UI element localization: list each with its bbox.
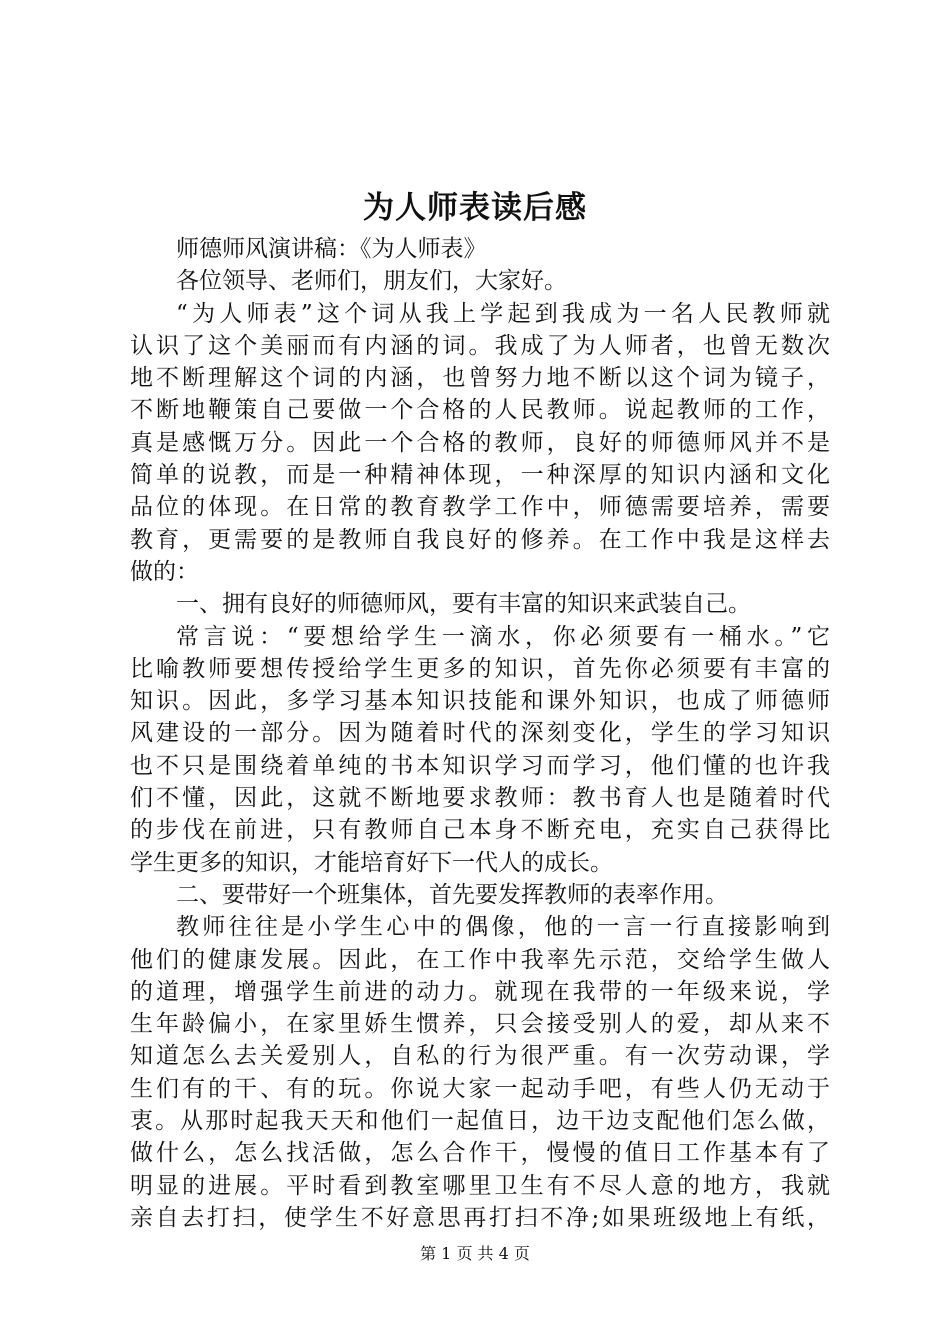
paragraph-line: 做什么，怎么找活做，怎么合作干，慢慢的值日工作基本有了	[130, 1140, 830, 1167]
paragraph-line: 生们有的干、有的玩。你说大家一起动手吧，有些人仍无动于	[130, 1075, 830, 1102]
paragraph-line: 品位的体现。在日常的教育教学工作中，师德需要培养，需要	[130, 494, 830, 521]
paragraph-line: 的步伐在前进，只有教师自己本身不断充电，充实自己获得比	[130, 817, 830, 844]
paragraph-line: 认识了这个美丽而有内涵的词。我成了为人师者，也曾无数次	[130, 332, 830, 359]
paragraph-line: 简单的说教，而是一种精神体现，一种深厚的知识内涵和文化	[130, 462, 830, 489]
paragraph-line: 亲自去打扫，使学生不好意思再打扫不净;如果班级地上有纸，	[130, 1204, 830, 1231]
paragraph-line: 不断地鞭策自己要做一个合格的人民教师。说起教师的工作，	[130, 397, 830, 424]
paragraph-line: 也不只是围绕着单纯的书本知识学习而学习，他们懂的也许我	[130, 752, 830, 779]
paragraph-line: 地不断理解这个词的内涵，也曾努力地不断以这个词为镜子，	[130, 365, 830, 392]
paragraph-line: 比喻教师要想传授给学生更多的知识，首先你必须要有丰富的	[130, 655, 830, 682]
page-number-footer: 第 1 页 共 4 页	[420, 1244, 530, 1263]
paragraph-line: 们不懂，因此，这就不断地要求教师：教书育人也是随着时代	[130, 785, 830, 812]
paragraph-line: 教育，更需要的是教师自我良好的修养。在工作中我是这样去	[130, 526, 830, 553]
paragraph-line: 他们的健康发展。因此，在工作中我率先示范，交给学生做人	[130, 946, 830, 973]
section-heading: 一、拥有良好的师德师风，要有丰富的知识来武装自己。	[176, 591, 751, 618]
paragraph-line: 真是感慨万分。因此一个合格的教师，良好的师德师风并不是	[130, 429, 830, 456]
paragraph-line: 知识。因此，多学习基本知识技能和课外知识，也成了师德师	[130, 688, 830, 715]
paragraph-line: 的道理，增强学生前进的动力。就现在我带的一年级来说，学	[130, 978, 830, 1005]
document-title: 为人师表读后感	[363, 190, 587, 226]
paragraph-line: 教师往往是小学生心中的偶像，他的一言一行直接影响到	[176, 914, 830, 941]
paragraph-line: 常言说：“要想给学生一滴水，你必须要有一桶水。”它	[176, 623, 830, 650]
paragraph-line: 学生更多的知识，才能培育好下一代人的成长。	[130, 849, 613, 876]
paragraph-line: 师德师风演讲稿：《为人师表》	[176, 236, 487, 262]
paragraph-line: 衷。从那时起我天天和他们一起值日，边干边支配他们怎么做，	[130, 1108, 830, 1135]
paragraph-line: 风建设的一部分。因为随着时代的深刻变化，学生的学习知识	[130, 720, 830, 747]
paragraph-line: 各位领导、老师们，朋友们，大家好。	[176, 268, 567, 295]
paragraph-line: 知道怎么去关爱别人，自私的行为很严重。有一次劳动课，学	[130, 1043, 830, 1070]
paragraph-line: 生年龄偏小，在家里娇生惯养，只会接受别人的爱，却从来不	[130, 1011, 830, 1038]
document-body	[130, 233, 830, 1234]
paragraph-line: 明显的进展。平时看到教室哪里卫生有不尽人意的地方，我就	[130, 1172, 830, 1199]
paragraph-line: “为人师表”这个词从我上学起到我成为一名人民教师就	[176, 300, 830, 327]
paragraph-line: 做的：	[130, 558, 199, 585]
section-heading: 二、要带好一个班集体，首先要发挥教师的表率作用。	[176, 881, 728, 908]
